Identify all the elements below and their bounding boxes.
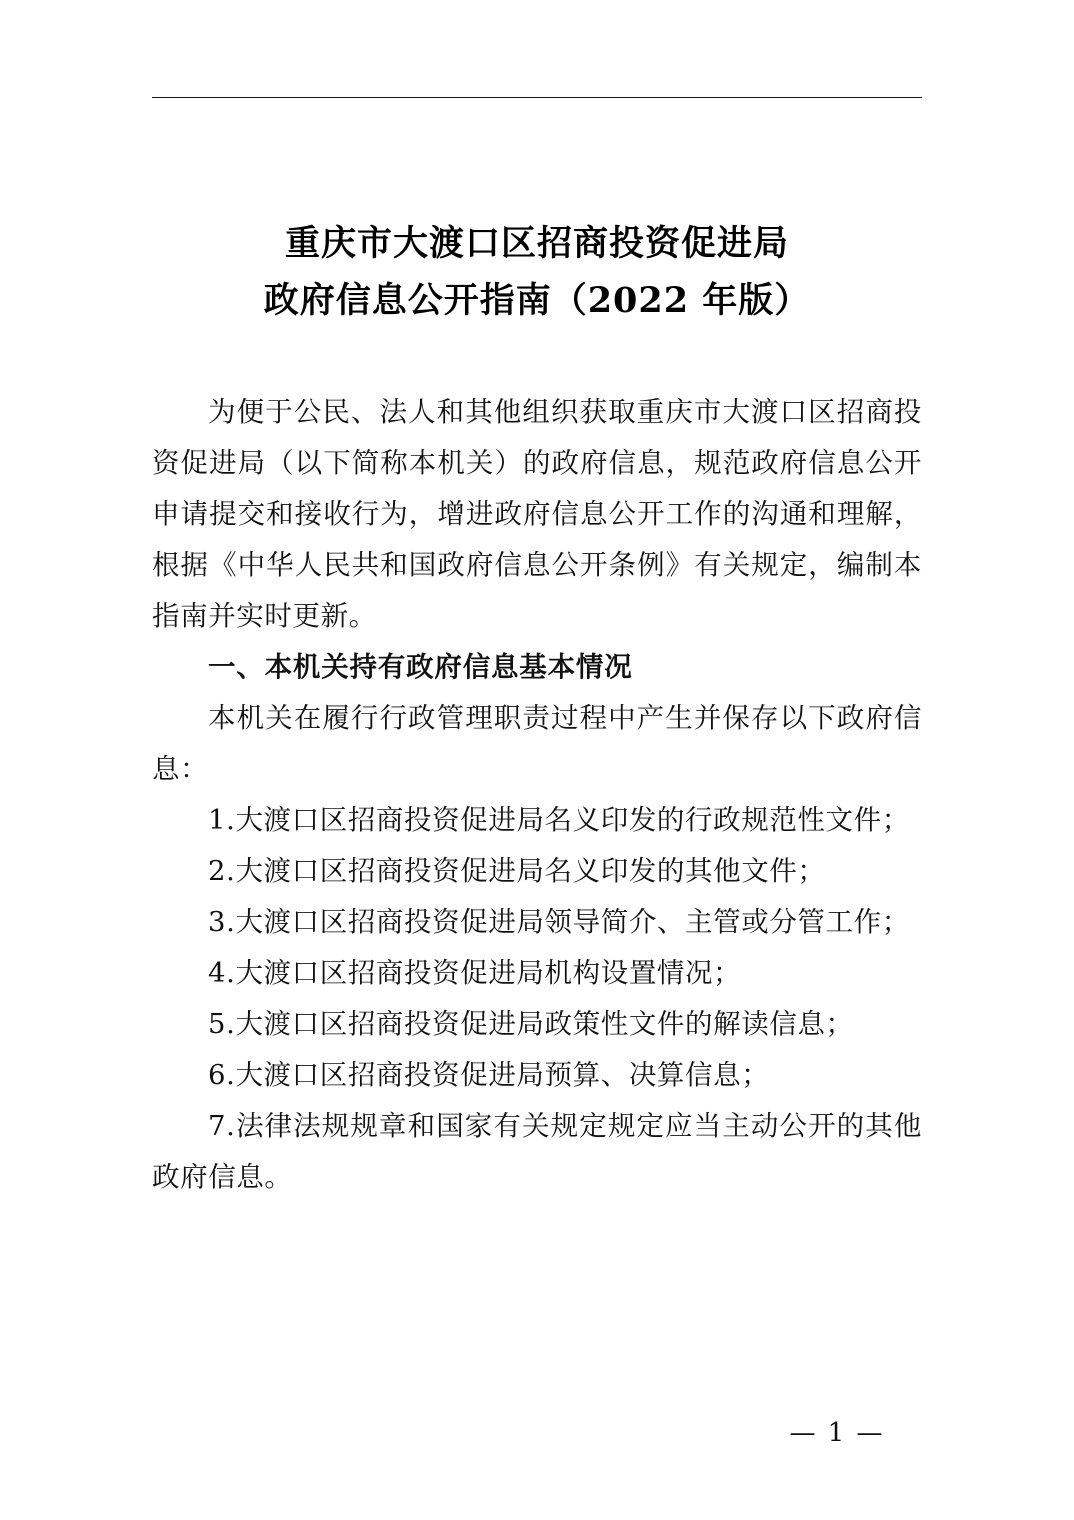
page-title — [152, 215, 922, 329]
document-body — [152, 387, 922, 1203]
document-content — [152, 215, 922, 1203]
list-item: 6.大渡口区招商投资促进局预算、决算信息； — [208, 1059, 770, 1091]
list-item: 3.大渡口区招商投资促进局领导简介、主管或分管工作； — [208, 906, 910, 938]
list-item: 7.法律法规规章和国家有关规定规定应当主动公开的其他政府信息。 — [152, 1110, 922, 1193]
page-title-line-2: 政府信息公开指南（2022 年版） — [263, 280, 811, 321]
section-heading-1: 一、本机关持有政府信息基本情况 — [208, 651, 633, 683]
list-item: 2.大渡口区招商投资促进局名义印发的其他文件； — [208, 855, 826, 887]
list-item: 4.大渡口区招商投资促进局机构设置情况； — [208, 957, 742, 989]
list-item: 1.大渡口区招商投资促进局名义印发的行政规范性文件； — [208, 804, 910, 836]
section-lead-paragraph: 本机关在履行行政管理职责过程中产生并保存以下政府信息： — [152, 702, 922, 785]
list-item: 5.大渡口区招商投资促进局政策性文件的解读信息； — [208, 1008, 854, 1040]
page-number: — 1 — — [789, 1418, 885, 1448]
header-divider — [152, 97, 922, 98]
intro-paragraph: 为便于公民、法人和其他组织获取重庆市大渡口区招商投资促进局（以下简称本机关）的政府信息，规范政府信息公开申请提交和接收行为，增进政府信息公开工作的沟通和理解，根据《中华人民共和国政府信息公开条例》有关规定，编制本指南并实时更新。 — [152, 396, 922, 632]
page-title-line-1: 重庆市大渡口区招商投资促进局 — [284, 223, 789, 264]
